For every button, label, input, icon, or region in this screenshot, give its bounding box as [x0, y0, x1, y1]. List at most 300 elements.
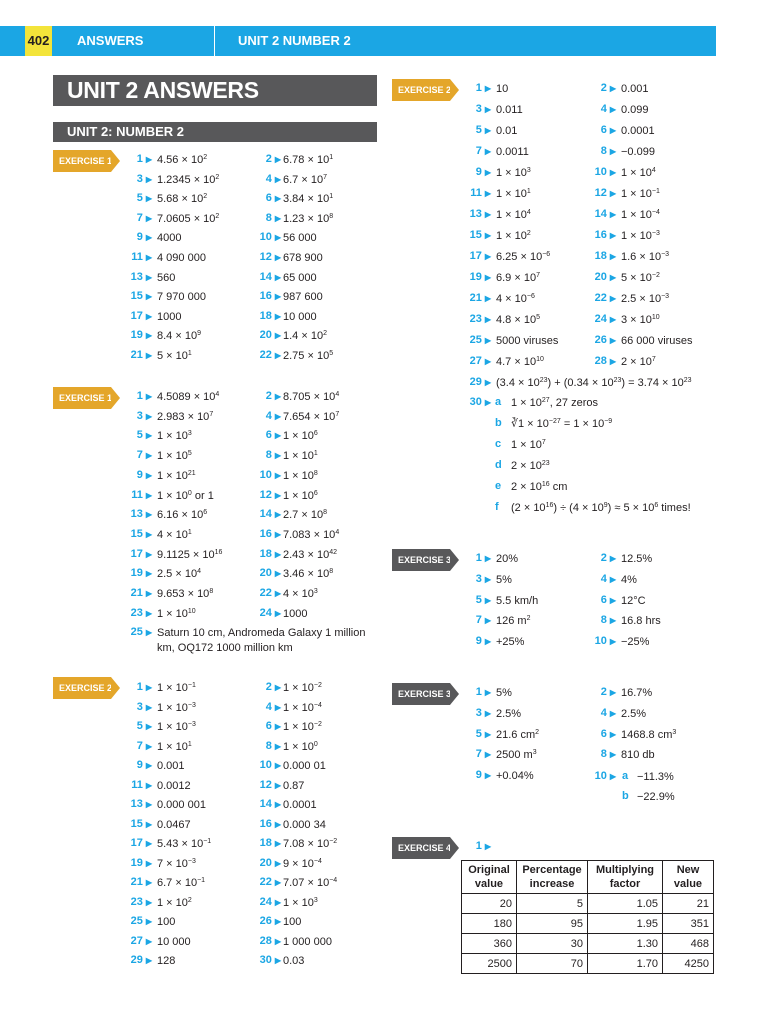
- answer-value: $5 \times 10^1$: [157, 350, 192, 362]
- answer-number: 20 ▶: [594, 271, 616, 283]
- answer-value: 100: [157, 916, 176, 928]
- answer-number: 25 ▶: [469, 334, 491, 346]
- answer-number: 17 ▶: [130, 547, 152, 560]
- answer-value: $1 \times 10^{-3}$: [157, 701, 196, 714]
- table-cell: 1.05: [588, 894, 663, 914]
- answer-number: 28 ▶: [594, 355, 616, 367]
- table-cell: 180: [462, 914, 517, 934]
- answer-value: +0.04%: [496, 770, 534, 783]
- table-cell: 95: [517, 914, 588, 934]
- table-header-cell: New value: [663, 861, 714, 894]
- table-cell: 21: [663, 894, 714, 914]
- answer-value: $5.43 \times 10^{-1}$: [157, 838, 212, 850]
- answer-value: $2 \times 10^{16}$ cm: [511, 481, 568, 493]
- answer-value: 21.6 $cm^2$: [496, 728, 540, 741]
- answer-number: 1 ▶: [136, 390, 152, 402]
- answer-value: $1 \times 10^{-3}$: [157, 721, 196, 733]
- answer-number: 19 ▶: [130, 329, 152, 342]
- answer-value: 0.0011: [496, 146, 529, 158]
- answer-value: $4 \times 10^3$: [283, 588, 318, 600]
- table-row: [462, 954, 714, 974]
- answer-value: +25%: [496, 636, 525, 649]
- table-body: [462, 894, 714, 974]
- answer-number: 1 ▶: [475, 686, 491, 698]
- answer-value: $1 \times 10^{10}$: [157, 607, 196, 620]
- answer-number: 12 ▶: [594, 187, 616, 199]
- answer-value: $1 \times 10^1$: [496, 188, 531, 200]
- answer-value: $3.46 \times 10^8$: [283, 568, 334, 581]
- exercise-2s-tag: EXERCISE 2*: [392, 79, 450, 101]
- answer-number: 7 ▶: [475, 614, 491, 627]
- answer-value: 5%: [496, 687, 512, 699]
- exercise-3s-tag: EXERCISE 3*: [392, 683, 450, 705]
- answer-value: $1 \times 10^1$: [157, 740, 192, 753]
- answer-value: 16.7%: [621, 687, 653, 699]
- answer-value: Saturn 10 cm, Andromeda Galaxy 1 million: [157, 627, 366, 639]
- answer-value: $(3.4 \times 10^{23}) + (0.34 \times 10^{23}) = 3.74 \times 10^{23}$: [496, 377, 692, 389]
- answer-part-letter: b: [495, 417, 502, 429]
- answer-number: 6 ▶: [265, 720, 281, 732]
- answer-value: $3 \times 10^{10}$: [621, 314, 660, 326]
- answer-number: 13 ▶: [130, 798, 152, 810]
- answer-number: 15 ▶: [130, 290, 152, 303]
- answer-value: 5.5 km/h: [496, 594, 539, 607]
- answer-number: 10 ▶: [259, 468, 281, 481]
- table-cell: 351: [663, 914, 714, 934]
- table-row: [462, 914, 714, 934]
- answer-value: $6.78 \times 10^1$: [283, 154, 334, 166]
- answer-number: 22 ▶: [259, 587, 281, 599]
- answer-number: 5 ▶: [475, 124, 491, 136]
- answer-value: km, OQ172 1000 million km: [157, 642, 293, 654]
- answer-value: $1 \times 10^1$: [283, 450, 318, 463]
- answer-value: $2.75 \times 10^5$: [283, 350, 334, 362]
- answer-value: $1 \times 10^{-2}$: [283, 682, 322, 694]
- answer-value: 128: [157, 955, 176, 967]
- answer-number: 10 ▶: [259, 759, 281, 771]
- answer-number: 6 ▶: [600, 593, 616, 606]
- answer-number: 30 ▶: [259, 954, 281, 966]
- answer-value: 0.000 34: [283, 818, 326, 831]
- answer-number: 6 ▶: [600, 124, 616, 136]
- answer-number: 25 ▶: [130, 626, 152, 638]
- answer-value: $1 \times 10^7$: [511, 439, 546, 451]
- answer-number: 9 ▶: [136, 468, 152, 481]
- answer-value: 0.03: [283, 955, 305, 967]
- answer-number: 4 ▶: [600, 103, 616, 115]
- answer-value: 2500 $m^3$: [496, 749, 537, 762]
- answer-value: $5 \times 10^{-2}$: [621, 272, 660, 284]
- answer-number: 26 ▶: [594, 334, 616, 346]
- answer-number: 5 ▶: [475, 727, 491, 740]
- exercise-2-tag: EXERCISE 2: [53, 677, 111, 699]
- answer-number: 29 ▶: [469, 376, 491, 388]
- answer-value: $1 \times 10^3$: [283, 896, 318, 909]
- answer-number: 12 ▶: [259, 488, 281, 501]
- answer-number: 4 ▶: [265, 172, 281, 185]
- answer-number: 15 ▶: [469, 229, 491, 241]
- answer-number: 7 ▶: [136, 449, 152, 462]
- answer-number: 11 ▶: [131, 778, 152, 791]
- answer-number: 19 ▶: [469, 271, 491, 283]
- answer-value: 560: [157, 271, 176, 284]
- answer-number: 16 ▶: [259, 290, 281, 303]
- answer-value: $1 \times 10^5$: [157, 450, 192, 463]
- answer-value: $1 \times 10^4$: [496, 209, 531, 221]
- answer-number: 8 ▶: [265, 449, 281, 462]
- answer-value: $1 \times 10^{27}$, 27 zeros: [511, 397, 598, 409]
- exercise-4-table: [461, 860, 714, 974]
- answer-number: 23 ▶: [130, 895, 152, 908]
- answer-part-letter: f: [495, 501, 499, 513]
- table-cell: 1.30: [588, 934, 663, 954]
- table-cell: 30: [517, 934, 588, 954]
- answer-value: 66 000 viruses: [621, 335, 693, 347]
- exercise-1-tag: EXERCISE 1: [53, 150, 111, 172]
- table-cell: 1.70: [588, 954, 663, 974]
- answer-number: 20 ▶: [259, 329, 281, 342]
- answer-value: 0.0001: [621, 125, 655, 137]
- answer-value: $7.08 \times 10^{-2}$: [283, 838, 338, 850]
- answer-number: 4 ▶: [265, 409, 281, 422]
- table-row: [462, 894, 714, 914]
- section-label: ANSWERS: [77, 33, 144, 48]
- table-header-cell: Original value: [462, 861, 517, 894]
- answer-part-letter: d: [495, 459, 502, 471]
- answer-number: 21 ▶: [130, 876, 152, 888]
- answer-number: 2 ▶: [265, 153, 281, 165]
- answer-value: $7.083 \times 10^4$: [283, 528, 340, 541]
- answer-number: 1 ▶: [136, 681, 152, 693]
- answer-value: $6.16 \times 10^6$: [157, 509, 208, 522]
- page-title: UNIT 2 ANSWERS: [67, 77, 259, 103]
- answer-value: 0.0467: [157, 818, 191, 831]
- answer-value: $1 \times 10^{-3}$: [621, 230, 660, 242]
- answer-number: 11 ▶: [131, 488, 152, 501]
- header-bar: [0, 26, 716, 56]
- answer-number: 23 ▶: [130, 606, 152, 619]
- answer-value: $1 \times 10^8$: [283, 469, 318, 482]
- answer-value: $1.4 \times 10^2$: [283, 330, 327, 343]
- answer-number: 7 ▶: [475, 748, 491, 761]
- answer-number: 8 ▶: [600, 748, 616, 761]
- answer-value: 1468.8 $cm^3$: [621, 728, 677, 741]
- table-cell: 4250: [663, 954, 714, 974]
- table-cell: 1.95: [588, 914, 663, 934]
- answer-value: 1000: [283, 607, 308, 620]
- answer-number: 22 ▶: [594, 292, 616, 304]
- answer-value: $1 \times 10^{-4}$: [621, 209, 660, 221]
- answer-number: 27 ▶: [130, 934, 152, 947]
- answer-number: 5 ▶: [136, 429, 152, 442]
- answer-value: 2.5%: [496, 707, 522, 720]
- answer-number: 4 ▶: [600, 572, 616, 585]
- answer-number: 21 ▶: [469, 292, 491, 304]
- answer-number: 3 ▶: [475, 706, 491, 719]
- exercise-3-tag: EXERCISE 3: [392, 549, 450, 571]
- answer-number: 1 ▶: [475, 82, 491, 94]
- answer-number: 3 ▶: [475, 572, 491, 585]
- answer-number: 8 ▶: [265, 211, 281, 224]
- answer-value: $4.5089 \times 10^4$: [157, 391, 220, 403]
- answer-number: 11 ▶: [470, 187, 491, 199]
- answer-number: 10 ▶: [594, 635, 616, 648]
- answer-number: 2 ▶: [265, 390, 281, 402]
- answer-value: 5000 viruses: [496, 335, 559, 347]
- answer-value: $6.7 \times 10^7$: [283, 173, 327, 186]
- answer-value: 20%: [496, 553, 519, 565]
- table-cell: 2500: [462, 954, 517, 974]
- answer-number: 6 ▶: [265, 429, 281, 442]
- answer-value: $1 \times 10^3$: [496, 167, 531, 179]
- answer-number: 19 ▶: [130, 567, 152, 580]
- answer-number: 8 ▶: [600, 614, 616, 627]
- answer-number: 13 ▶: [130, 270, 152, 283]
- answer-number: 17 ▶: [130, 837, 152, 849]
- answer-number: 6 ▶: [265, 192, 281, 205]
- answer-number: 6 ▶: [600, 727, 616, 740]
- answer-value: 0.001: [621, 83, 649, 95]
- answer-number: 1 ▶: [136, 153, 152, 165]
- answer-value: $2.983 \times 10^7$: [157, 410, 214, 423]
- answer-number: 28 ▶: [259, 934, 281, 947]
- answer-value: $8.4 \times 10^9$: [157, 330, 201, 343]
- answer-part-letter: a: [622, 770, 629, 782]
- answer-number: 9 ▶: [136, 231, 152, 244]
- answer-value: $1 \times 10^{-2}$: [283, 721, 322, 733]
- answer-value: 1000: [157, 310, 182, 323]
- answer-number: 3 ▶: [136, 700, 152, 713]
- answer-number: 2 ▶: [600, 686, 616, 698]
- answer-value: $2.5 \times 10^{-3}$: [621, 293, 670, 305]
- answer-value: $6.9 \times 10^7$: [496, 272, 540, 284]
- answer-value: $9.653 \times 10^8$: [157, 588, 214, 600]
- table-row: [462, 934, 714, 954]
- answer-number: 1 ▶: [475, 840, 491, 852]
- answer-value: −11.3%: [637, 771, 674, 783]
- answer-value: 678 900: [283, 252, 323, 264]
- answer-number: 23 ▶: [469, 313, 491, 325]
- answer-value: 0.0012: [157, 779, 191, 792]
- answer-number: 3 ▶: [475, 103, 491, 115]
- answer-number: 17 ▶: [130, 309, 152, 322]
- answer-value: $2.7 \times 10^8$: [283, 509, 327, 522]
- answer-value: $2 \times 10^{23}$: [511, 460, 550, 472]
- header-divider: [214, 26, 215, 56]
- answer-number: 7 ▶: [136, 739, 152, 752]
- answer-number: 10 ▶: [259, 231, 281, 244]
- answer-value: 0.01: [496, 125, 518, 137]
- answer-value: $1 \times 10^{-4}$: [283, 701, 322, 714]
- answer-number: 21 ▶: [130, 587, 152, 599]
- answer-value: $2 \times 10^7$: [621, 356, 656, 368]
- answer-value: $3.84 \times 10^1$: [283, 193, 334, 206]
- answer-number: 22 ▶: [259, 349, 281, 361]
- answer-number: 7 ▶: [475, 145, 491, 157]
- answer-value: $4 \times 10^1$: [157, 528, 192, 541]
- answer-value: $1 \times 10^{-1}$: [157, 682, 196, 694]
- answer-value: $7 \times 10^{-3}$: [157, 857, 196, 870]
- title-bar: [53, 75, 377, 106]
- answer-number: 14 ▶: [259, 508, 281, 521]
- answer-number: 10 ▶: [594, 166, 616, 178]
- answer-value: $1 \times 10^2$: [496, 230, 531, 242]
- answer-number: 24 ▶: [259, 606, 281, 619]
- answer-number: 3 ▶: [136, 172, 152, 185]
- table-cell: 360: [462, 934, 517, 954]
- answer-value: 0.0001: [283, 799, 317, 811]
- answer-number: 18 ▶: [594, 250, 616, 262]
- answer-value: 4%: [621, 573, 637, 586]
- table-cell: 20: [462, 894, 517, 914]
- answer-part-letter: a: [495, 396, 502, 408]
- answer-number: 16 ▶: [594, 229, 616, 241]
- table-cell: 5: [517, 894, 588, 914]
- answer-number: 9 ▶: [475, 769, 491, 782]
- answer-value: $1 \times 10^3$: [157, 430, 192, 443]
- answer-value: 0.000 01: [283, 760, 326, 772]
- answer-number: 8 ▶: [600, 145, 616, 157]
- answer-value: $5.68 \times 10^2$: [157, 193, 208, 206]
- table-header-row: [462, 861, 714, 894]
- answer-value: $1.23 \times 10^8$: [283, 212, 334, 225]
- answer-number: 26 ▶: [259, 915, 281, 927]
- answer-value: $1 \times 10^{-1}$: [621, 188, 660, 200]
- answer-value: $7.654 \times 10^7$: [283, 410, 340, 423]
- answer-number: 14 ▶: [259, 270, 281, 283]
- answer-value: 12.5%: [621, 553, 653, 565]
- answer-value: $7.07 \times 10^{-4}$: [283, 877, 338, 889]
- answer-number: 18 ▶: [259, 309, 281, 322]
- answer-value: 810 db: [621, 749, 655, 762]
- table-cell: 468: [663, 934, 714, 954]
- answer-value: $4 \times 10^{-6}$: [496, 293, 535, 305]
- answer-part-letter: c: [495, 438, 502, 450]
- answer-number: 17 ▶: [469, 250, 491, 262]
- answer-number: 20 ▶: [259, 567, 281, 580]
- answer-number: 14 ▶: [259, 798, 281, 810]
- exercise-4-tag: EXERCISE 4: [392, 837, 450, 859]
- answer-value: 4000: [157, 232, 182, 245]
- answer-value: −0.099: [621, 146, 655, 158]
- answer-value: 2.5%: [621, 707, 647, 720]
- answer-value: 5%: [496, 573, 512, 586]
- answer-value: $4.56 \times 10^2$: [157, 154, 208, 166]
- answer-number: 8 ▶: [265, 739, 281, 752]
- exercise-1s-tag: EXERCISE 1*: [53, 387, 111, 409]
- unit-label: UNIT 2 NUMBER 2: [238, 33, 351, 48]
- answer-number: 19 ▶: [130, 856, 152, 869]
- answer-number: 18 ▶: [259, 837, 281, 849]
- answer-number: 2 ▶: [600, 552, 616, 564]
- answer-number: 15 ▶: [130, 817, 152, 830]
- answer-number: 16 ▶: [259, 817, 281, 830]
- answer-number: 27 ▶: [469, 355, 491, 367]
- table-header-cell: Multiplying factor: [588, 861, 663, 894]
- answer-number: 2 ▶: [265, 681, 281, 693]
- answer-value: 0.87: [283, 779, 305, 792]
- answer-value: 0.011: [496, 104, 523, 116]
- table-cell: 70: [517, 954, 588, 974]
- answer-value: $7.0605 \times 10^2$: [157, 212, 220, 225]
- answer-number: 15 ▶: [130, 527, 152, 540]
- answer-number: 9 ▶: [475, 635, 491, 648]
- answer-number: 11 ▶: [131, 251, 152, 263]
- answer-value: $9.1125 \times 10^{16}$: [157, 548, 223, 561]
- answer-value: 987 600: [283, 291, 323, 304]
- answer-value: $9 \times 10^{-4}$: [283, 857, 322, 870]
- answer-value: 0.001: [157, 760, 185, 772]
- answer-number: 10 ▶: [594, 770, 616, 782]
- answer-value: $1.6 \times 10^{-3}$: [621, 251, 670, 263]
- answer-value: 12°C: [621, 594, 646, 607]
- answer-number: 5 ▶: [136, 192, 152, 205]
- answer-number: 22 ▶: [259, 876, 281, 888]
- answer-number: 12 ▶: [259, 778, 281, 791]
- answer-value: $(2 \times 10^{16}) \div (4 \times 10^9) \approx 5 \times 10^6$ times!: [511, 502, 691, 514]
- answer-value: $1.2345 \times 10^2$: [157, 173, 220, 186]
- answer-value: 0.099: [621, 104, 649, 116]
- table-header-cell: Percentage increase: [517, 861, 588, 894]
- answer-value: 10: [496, 83, 509, 95]
- page-number: 402: [25, 26, 52, 56]
- answer-value: $1 \times 10^6$: [283, 430, 318, 443]
- answer-number: 9 ▶: [475, 166, 491, 178]
- answer-number: 18 ▶: [259, 547, 281, 560]
- answer-number: 4 ▶: [600, 706, 616, 719]
- answer-number: 21 ▶: [130, 349, 152, 361]
- answer-value: −25%: [621, 636, 650, 649]
- answer-value: $1 \times 10^{21}$: [157, 469, 196, 482]
- answer-number: 1 ▶: [475, 552, 491, 564]
- answer-number: 25 ▶: [130, 915, 152, 927]
- answer-number: 12 ▶: [259, 251, 281, 263]
- answer-value: 0.000 001: [157, 799, 206, 811]
- answer-number: 30 ▶: [469, 396, 491, 408]
- answer-number: 7 ▶: [136, 211, 152, 224]
- answer-value: $6.25 \times 10^{-6}$: [496, 251, 551, 263]
- answer-number: 13 ▶: [469, 208, 491, 220]
- answer-number: 24 ▶: [259, 895, 281, 908]
- answer-value: $4.7 \times 10^{10}$: [496, 356, 544, 368]
- answer-value: 126 $m^2$: [496, 615, 531, 628]
- answer-number: 24 ▶: [594, 313, 616, 325]
- answer-number: 16 ▶: [259, 527, 281, 540]
- answer-value: $1 \times 10^0$ or 1: [157, 489, 214, 502]
- answer-value: $2.43 \times 10^{42}$: [283, 548, 337, 561]
- answer-number: 4 ▶: [265, 700, 281, 713]
- answer-value: 65 000: [283, 271, 317, 284]
- answer-number: 5 ▶: [475, 593, 491, 606]
- answer-number: 9 ▶: [136, 759, 152, 771]
- answer-value: $1 \times 10^4$: [621, 167, 656, 179]
- answer-value: $1 \times 10^6$: [283, 489, 318, 502]
- answer-value: 100: [283, 916, 302, 928]
- answer-value: $6.7 \times 10^{-1}$: [157, 877, 206, 889]
- answer-number: 14 ▶: [594, 208, 616, 220]
- answer-value: 7 970 000: [157, 291, 206, 304]
- answer-value: 16.8 hrs: [621, 615, 661, 628]
- subtitle-bar: [53, 122, 377, 142]
- answer-part-letter: e: [495, 480, 502, 492]
- answer-part-letter: b: [622, 790, 629, 802]
- answer-value: 4 090 000: [157, 252, 206, 264]
- answer-number: 29 ▶: [130, 954, 152, 966]
- answer-value: $4.8 \times 10^5$: [496, 314, 540, 326]
- answer-value: 10 000: [283, 310, 317, 323]
- answer-value: $1 \times 10^2$: [157, 896, 192, 909]
- answer-value: −22.9%: [637, 791, 675, 803]
